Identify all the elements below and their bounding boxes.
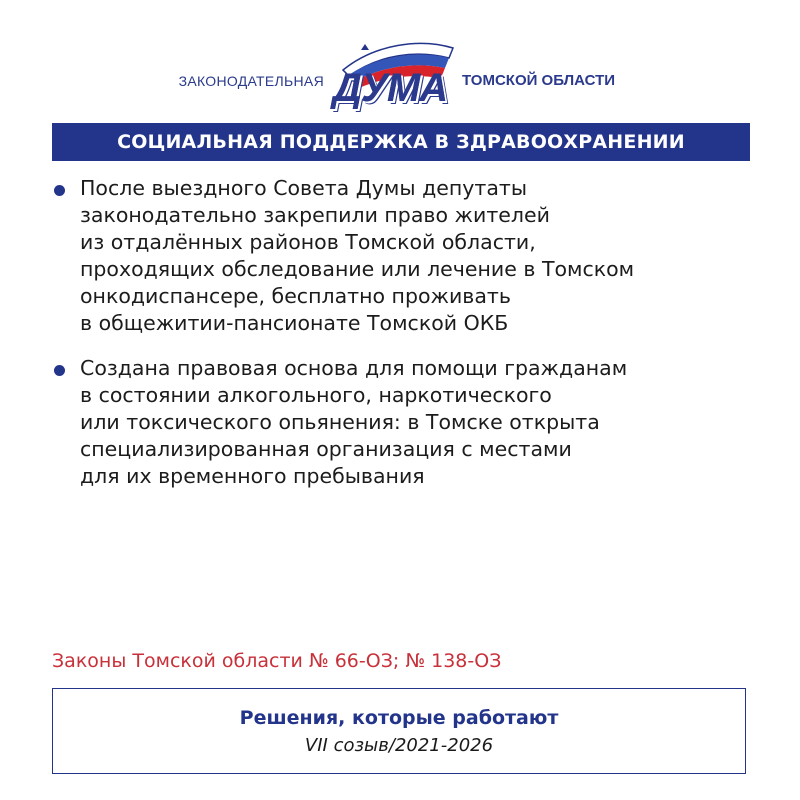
list-item — [52, 175, 762, 337]
bullet-line: для их временного пребывания — [80, 464, 425, 488]
logo-text: ДУМА — [333, 66, 448, 110]
footer-title: Решения, которые работают — [239, 707, 559, 729]
bullet-line: После выездного Совета Думы депутаты — [80, 176, 528, 200]
header-right-text: ТОМСКОЙ ОБЛАСТИ — [462, 72, 616, 89]
bullet-line: Создана правовая основа для помощи гражданам — [80, 356, 628, 380]
bullet-line: из отдалённых районов Томской области, — [80, 230, 536, 254]
header — [0, 40, 800, 130]
section-title: СОЦИАЛЬНАЯ ПОДДЕРЖКА В ЗДРАВООХРАНЕНИИ — [52, 123, 750, 161]
bullet-list — [52, 175, 762, 508]
bullet-icon — [54, 185, 65, 196]
footer-box — [52, 688, 746, 774]
bullet-line: онкодиспансере, бесплатно проживать — [80, 284, 511, 308]
bullet-line: проходящих обследование или лечение в Томском — [80, 257, 635, 281]
bullet-line: в состоянии алкогольного, наркотического — [80, 383, 552, 407]
list-item — [52, 355, 762, 490]
duma-logo — [325, 40, 465, 130]
footer-subtitle: VII созыв/2021-2026 — [304, 735, 494, 756]
bullet-line: специализированная организация с местами — [80, 437, 572, 461]
bullet-line: в общежитии-пансионате Томской ОКБ — [80, 311, 509, 335]
bullet-icon — [54, 365, 65, 376]
bullet-line: законодательно закрепили право жителей — [80, 203, 550, 227]
laws-reference: Законы Томской области № 66-ОЗ; № 138-ОЗ — [52, 650, 502, 672]
header-left-text: ЗАКОНОДАТЕЛЬНАЯ — [178, 73, 324, 89]
bullet-line: или токсического опьянения: в Томске открыта — [80, 410, 600, 434]
